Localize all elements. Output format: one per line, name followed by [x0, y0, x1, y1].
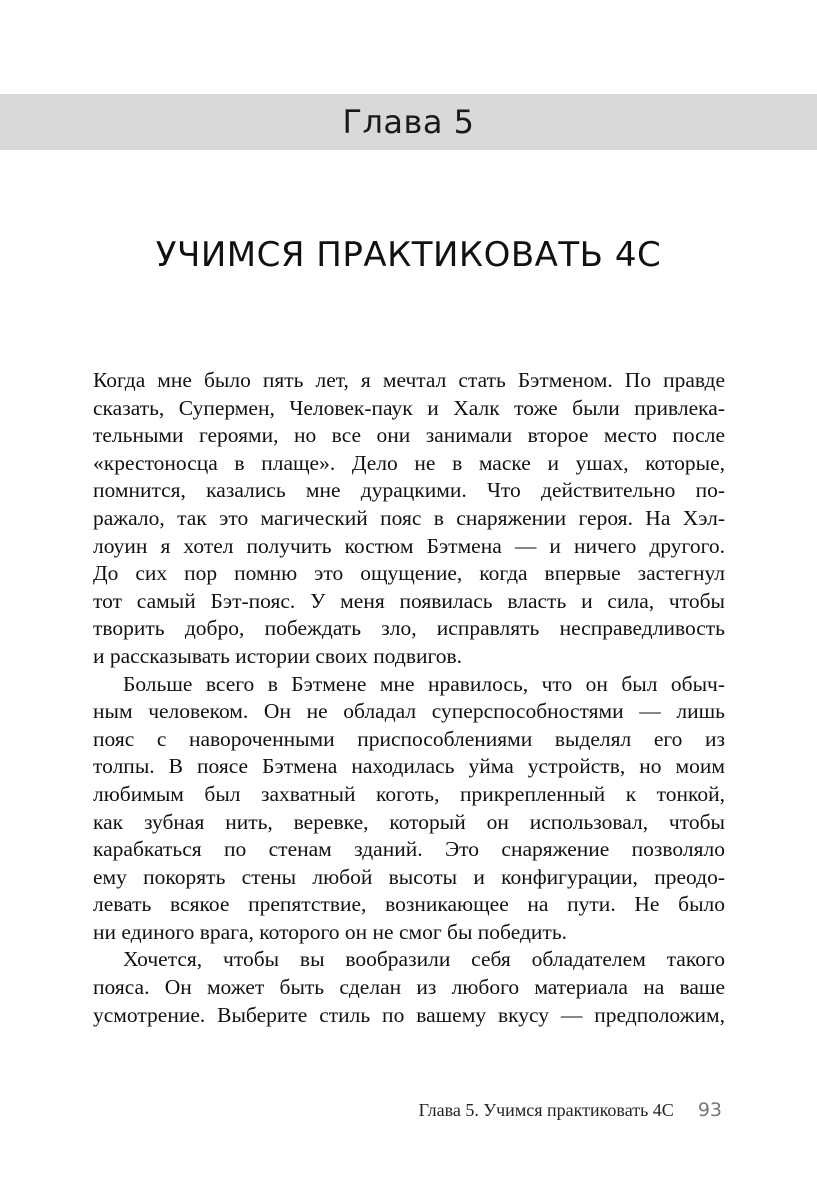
text-line: как зубная нить, веревке, который он использовал, чтобы — [93, 809, 725, 834]
paragraph-1 — [93, 367, 725, 671]
text-line: и рассказывать истории своих подвигов. — [93, 643, 463, 668]
text-line: помнится, казались мне дурацкими. Что действительно по- — [93, 478, 725, 503]
page-footer — [419, 1099, 722, 1121]
text-line: Больше всего в Бэтмене мне нравилось, что он был обыч- — [123, 671, 725, 696]
paragraph-3 — [93, 946, 725, 1029]
body-text — [93, 367, 725, 1029]
text-line: усмотрение. Выберите стиль по вашему вкусу — предположим, — [93, 1002, 725, 1027]
text-line: тельными героями, но все они занимали второе место после — [93, 423, 725, 448]
text-line: сказать, Супермен, Человек-паук и Халк тоже были привлека- — [93, 395, 725, 420]
text-line: пояс с навороченными приспособлениями выделял его из — [93, 726, 725, 751]
text-line: творить добро, побеждать зло, исправлять несправедливость — [93, 616, 725, 641]
chapter-title: УЧИМСЯ ПРАКТИКОВАТЬ 4С — [155, 235, 662, 275]
text-line: лоуин я хотел получить костюм Бэтмена — и ничего другого. — [93, 533, 725, 558]
text-line: левать всякое препятствие, возникающее на пути. Не было — [93, 892, 725, 917]
text-line: До сих пор помню это ощущение, когда впервые застегнул — [93, 561, 725, 586]
text-line: Когда мне было пять лет, я мечтал стать Бэтменом. По правде — [93, 368, 725, 392]
text-line: ным человеком. Он не обладал суперспособностями — лишь — [93, 699, 725, 724]
text-line: толпы. В поясе Бэтмена находилась уйма устройств, но моим — [93, 754, 725, 779]
text-line: ни единого врага, которого он не смог бы победить. — [93, 919, 567, 944]
text-line: пояса. Он может быть сделан из любого материала на ваше — [93, 975, 725, 1000]
text-line: любимым был захватный коготь, прикрепленный к тонкой, — [93, 781, 725, 806]
text-line: Хочется, чтобы вы вообразили себя обладателем такого — [123, 947, 725, 972]
text-line: ему покорять стены любой высоты и конфигурации, преодо- — [93, 864, 725, 889]
text-line: карабкаться по стенам зданий. Это снаряжение позволяло — [93, 837, 725, 862]
chapter-label: Глава 5 — [342, 103, 475, 141]
chapter-header-band — [0, 94, 817, 150]
paragraph-2 — [93, 671, 725, 947]
running-title: Глава 5. Учимся практиковать 4С — [418, 1100, 674, 1120]
text-line: тот самый Бэт-пояс. У меня появилась власть и сила, чтобы — [93, 588, 725, 613]
text-line: ражало, так это магический пояс в снаряжении героя. На Хэл- — [93, 505, 725, 530]
page-number: 93 — [697, 1099, 722, 1121]
text-line: «крестоносца в плаще». Дело не в маске и ушах, которые, — [93, 450, 725, 475]
